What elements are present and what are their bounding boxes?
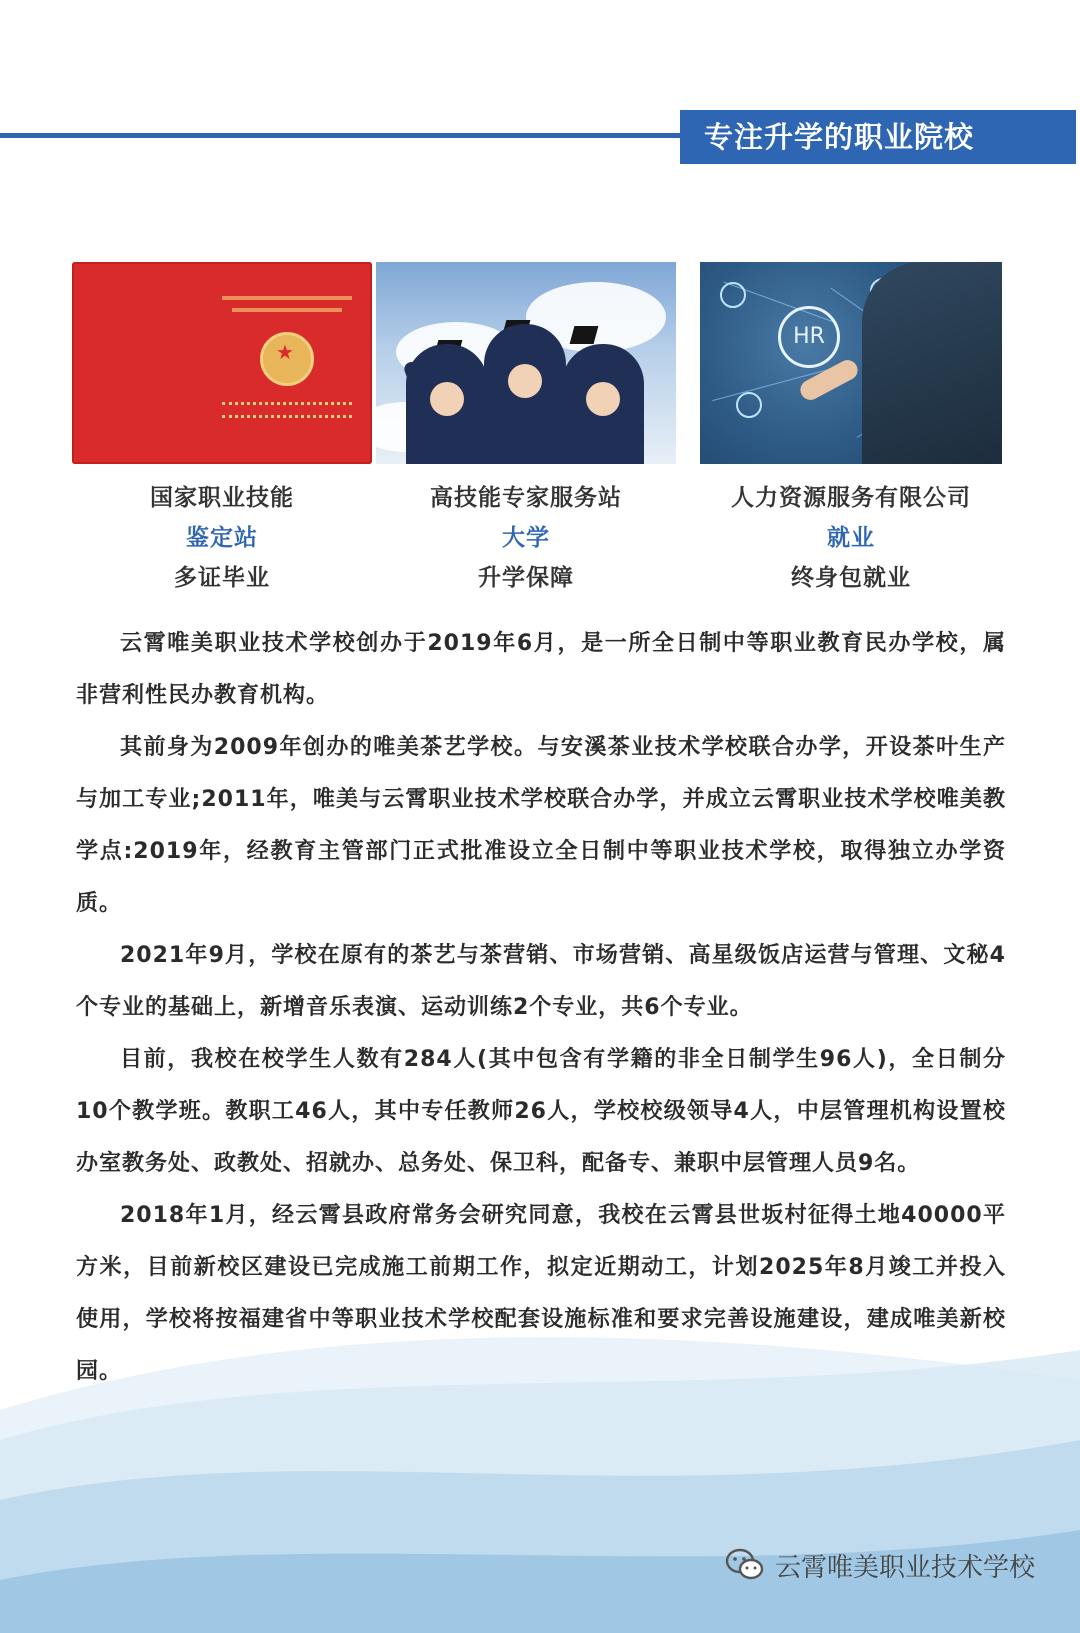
card-subtitle: 升学保障 bbox=[478, 565, 574, 591]
graduation-image bbox=[376, 262, 676, 464]
card-title: 人力资源服务有限公司 bbox=[731, 485, 971, 511]
paragraph-history: 其前身为2009年创办的唯美茶艺学校。与安溪茶业技术学校联合办学，开设茶叶生产与加工专业;2011年，唯美与云霄职业技术学校联合办学，并成立云霄职业技术学校唯美教学点:2019年，经教育主管部门正式批准设立全日制中等职业技术学校，取得独立办学资质。 bbox=[76, 735, 1006, 916]
footer-account bbox=[725, 1545, 1035, 1585]
hr-label: HR bbox=[778, 306, 840, 368]
feature-card-certification bbox=[72, 262, 372, 598]
feature-card-university bbox=[376, 262, 676, 598]
businessman-figure bbox=[862, 262, 1002, 464]
header-rule bbox=[0, 133, 690, 138]
card-highlight: 大学 bbox=[502, 525, 550, 551]
school-introduction bbox=[76, 618, 1006, 1398]
certificate-image: ★ bbox=[72, 262, 372, 464]
hr-network-image bbox=[700, 262, 1002, 464]
card-highlight: 就业 bbox=[827, 525, 875, 551]
wechat-icon bbox=[725, 1548, 765, 1582]
card-title: 高技能专家服务站 bbox=[430, 485, 622, 511]
paragraph-majors: 2021年9月，学校在原有的茶艺与茶营销、市场营销、高星级饭店运营与管理、文秘4个专业的基础上，新增音乐表演、运动训练2个专业，共6个专业。 bbox=[76, 943, 1006, 1020]
card-title: 国家职业技能 bbox=[150, 485, 294, 511]
feature-card-employment bbox=[700, 262, 1002, 598]
header-tagline: 专注升学的职业院校 bbox=[680, 110, 1076, 164]
paragraph-campus: 2018年1月，经云霄县政府常务会研究同意，我校在云霄县世坂村征得土地40000平方米，目前新校区建设已完成施工前期工作，拟定近期动工，计划2025年8月竣工并投入使用，学校将按福建省中等职业技术学校配套设施标准和要求完善设施建设，建成唯美新校园。 bbox=[76, 1203, 1006, 1384]
card-highlight: 鉴定站 bbox=[186, 525, 258, 551]
paragraph-staff: 目前，我校在校学生人数有284人(其中包含有学籍的非全日制学生96人)，全日制分10个教学班。教职工46人，其中专任教师26人，学校校级领导4人，中层管理机构设置校办室教务处、政教处、招就办、总务处、保卫科，配备专、兼职中层管理人员9名。 bbox=[76, 1047, 1006, 1176]
card-subtitle: 终身包就业 bbox=[791, 565, 911, 591]
account-name: 云霄唯美职业技术学校 bbox=[775, 1552, 1036, 1583]
paragraph-founding: 云霄唯美职业技术学校创办于2019年6月，是一所全日制中等职业教育民办学校，属非营利性民办教育机构。 bbox=[76, 631, 1006, 708]
card-subtitle: 多证毕业 bbox=[174, 565, 270, 591]
